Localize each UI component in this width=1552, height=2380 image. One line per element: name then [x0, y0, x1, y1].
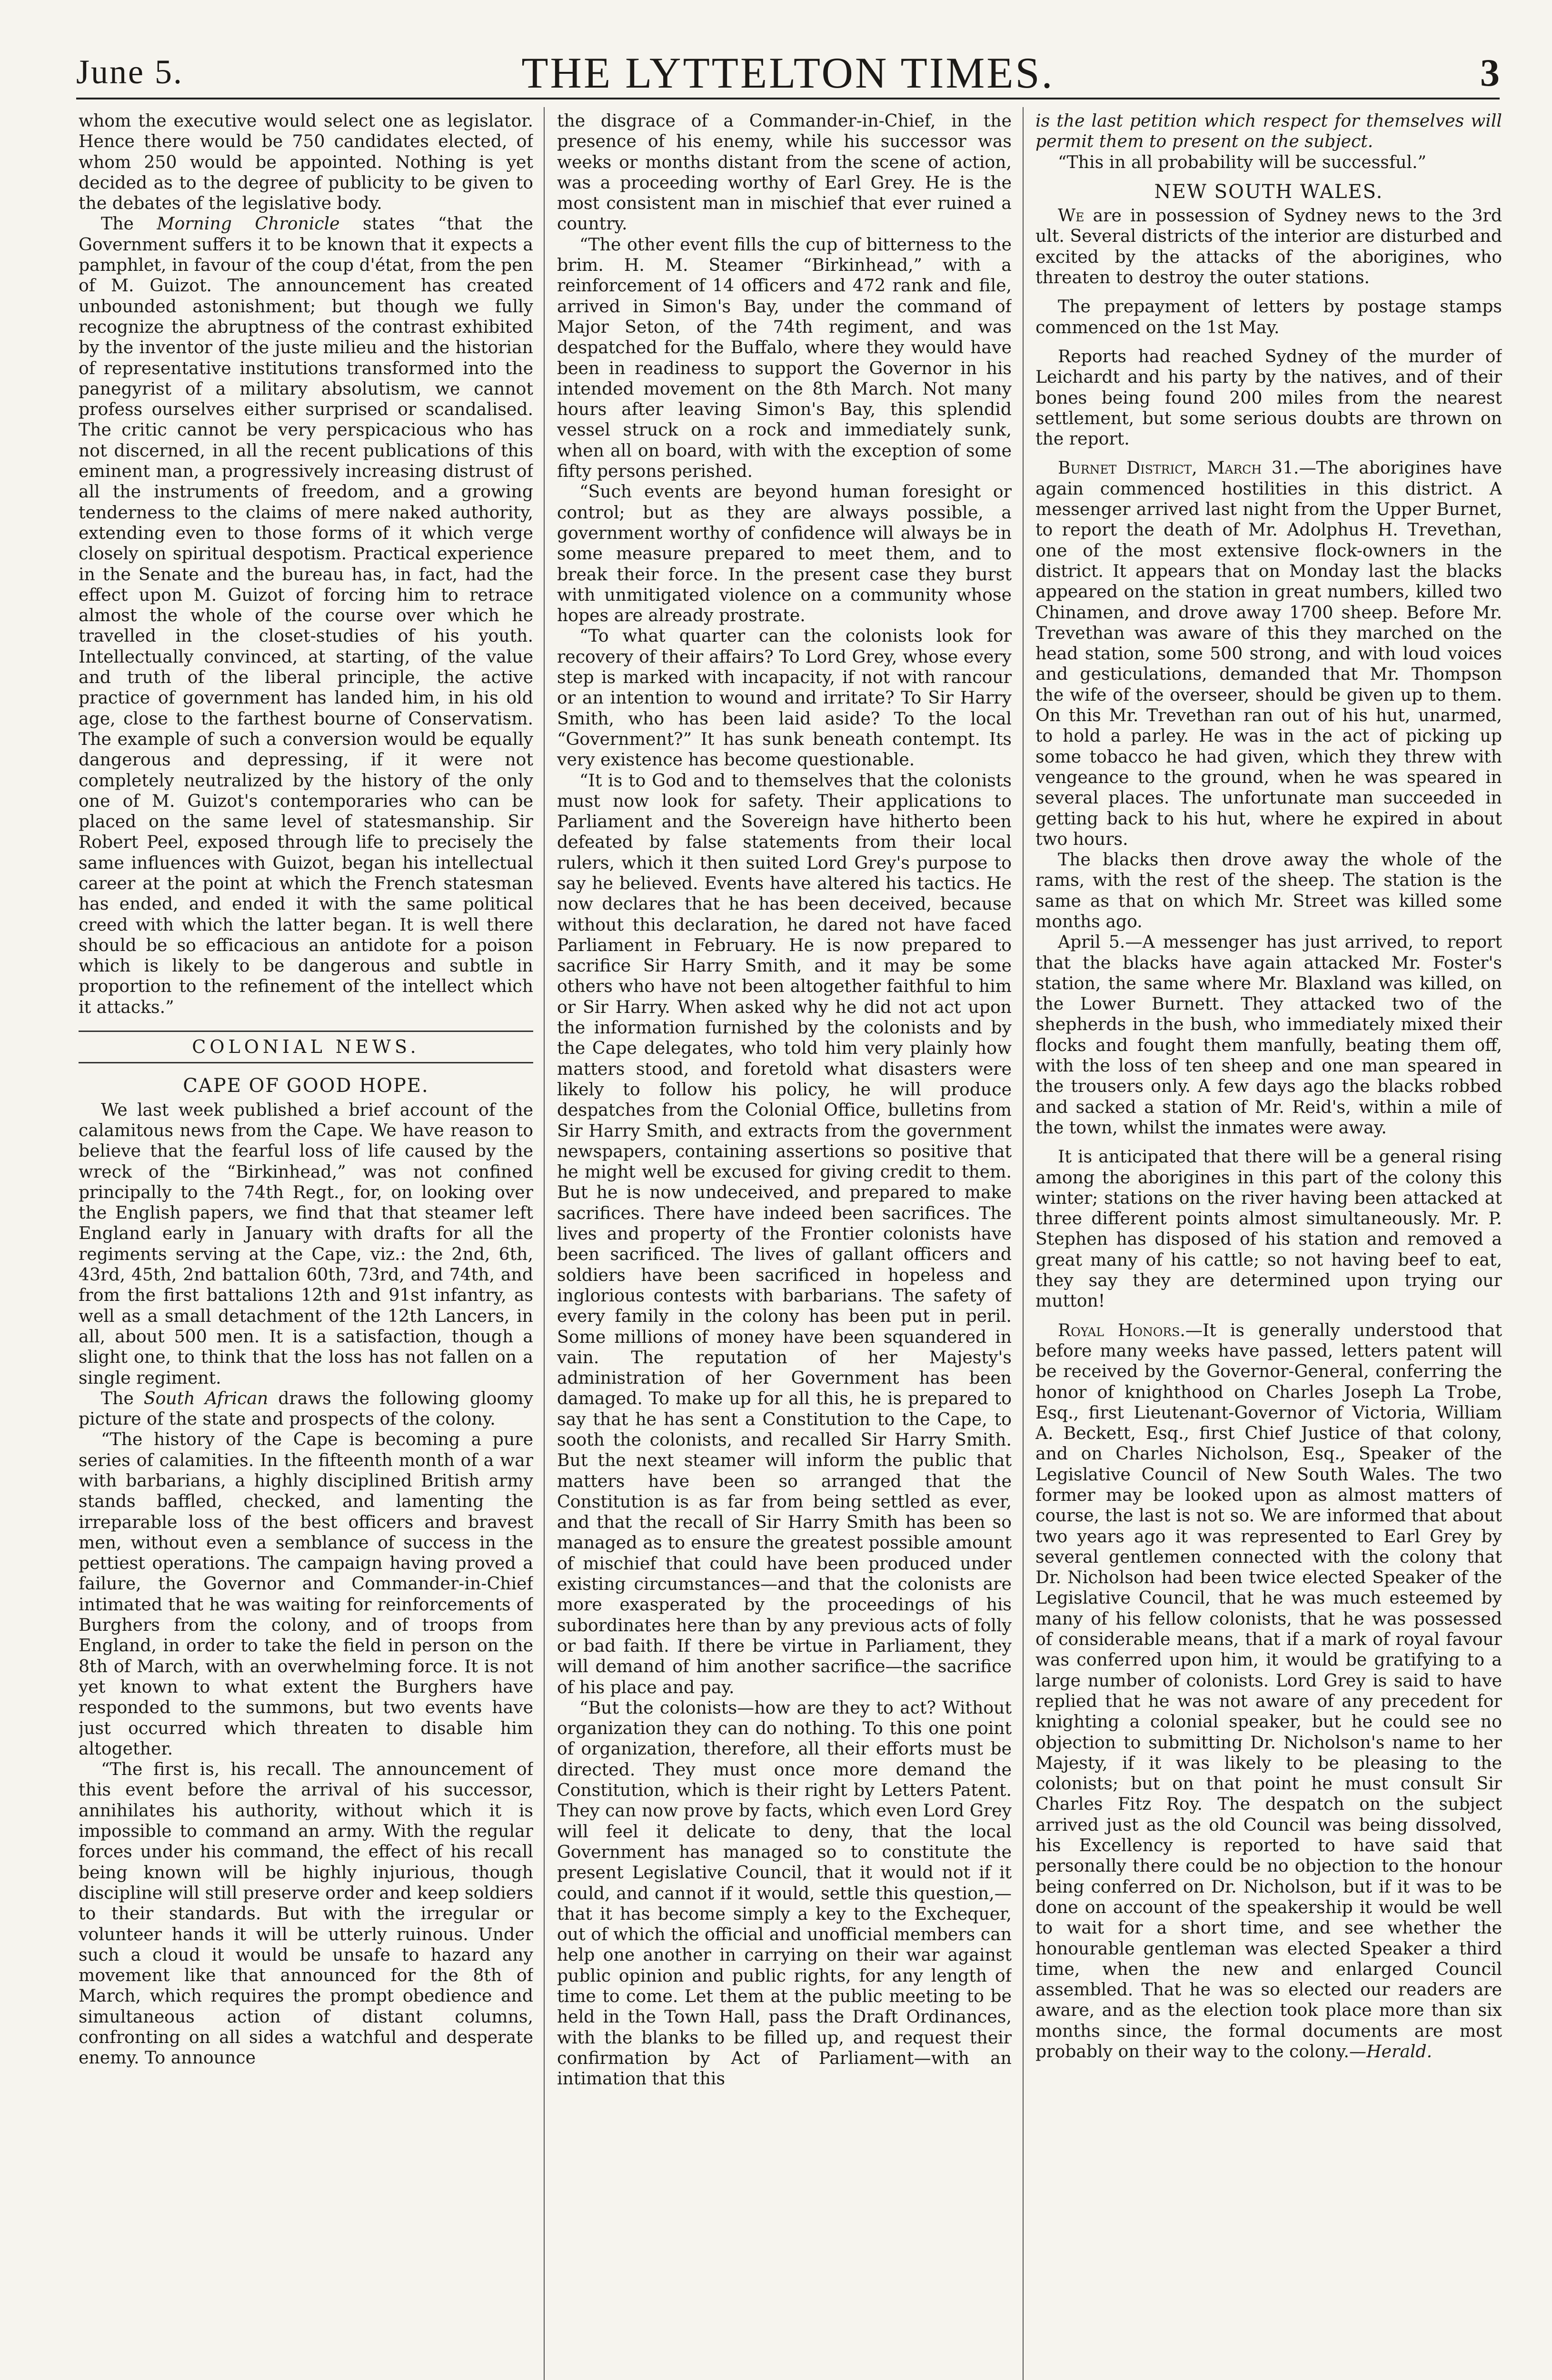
- paragraph: The prepayment of letters by postage stamps commenced on the 1st May.: [1035, 296, 1502, 337]
- page-number: 3: [1480, 51, 1500, 94]
- paragraph: the disgrace of a Commander-in-Chief, in the presence of his enemy, while his successor was weeks or months distant from the scene of action, was a proceeding worthy of Earl Grey. He is the most consistent man in mischief that ever ruined a country.: [557, 110, 1012, 234]
- paragraph: “This in all probability will be successful.”: [1058, 151, 1427, 172]
- column-rule-1: [544, 107, 545, 2380]
- paragraph: “To what quarter can the colonists look for recovery of their affairs? To Lord Grey, whose every step is marked with incapacity, if not with rancour or an intention to wound and irritate? To Sir Harry Smith, who has been laid aside? To the local “Government?” It has sunk beneath contempt. Its very existence has become questionable.: [557, 625, 1012, 770]
- paragraph: “It is to God and to themselves that the colonists must now look for safety. Their applications to Parliament and the Sovereign have hitherto been defeated by false statements from their local rulers, which it then suited Lord Grey's purpose to say he believed. Events have altered his tactics. He now declares that he has been deceived, because without this declaration, he dared not have faced Parliament in February. He is now prepared to sacrifice Sir Harry Smith, and it may be some others who have not been altogether faithful to him or Sir Harry. When asked why he did not act upon the information furnished by the colonists and by the Cape delegates, who told him very plainly how matters stood, and foretold what disasters were likely to follow his policy, he will produce despatches from the Colonial Office, bulletins from Sir Harry Smith, and extracts from the government newspapers, containing assertions so positive that he might well be excused for giving credit to them. But he is now undeceived, and prepared to make sacrifices. There have indeed been sacrifices. The lives and property of the Frontier colonists have been sacrificed. The lives of gallant officers and soldiers have been sacrificed in hopeless and inglorious contests with barbarians. The safety of every family in the colony has been put in peril. Some millions of money have been squandered in vain. The reputation of her Majesty's administration of her Government has been damaged. To make up for all this, he is prepared to say that he has sent a Constitution to the Cape, to sooth the colonists, and recalled Sir Harry Smith. But the next steamer will inform the public that matters have been so arranged that the Constitution is as far from being settled as ever, and that the recall of Sir Harry Smith has been so managed as to ensure the greatest possible amount of mischief that could have been produced under existing circumstances—and that the colonists are more exasperated by the proceedings of his subordinates here than by any previous acts of folly or bad faith. If there be virtue in Parliament, they will demand of him another sacrifice—the sacrifice of his place and pay.: [557, 770, 1012, 1697]
- paper-name: South African: [143, 1388, 269, 1408]
- column-2: [557, 110, 1012, 2380]
- paragraph: is the last petition which respect for themselves will permit them to present on the subject.: [1035, 110, 1502, 152]
- section-heading: COLONIAL NEWS.: [79, 1031, 533, 1063]
- issue-date: June 5.: [76, 53, 183, 91]
- masthead: [76, 43, 1500, 99]
- paragraph: “The other event fills the cup of bitterness to the brim. H. M. Steamer “Birkinhead,” with a reinforcement of 14 officers and 472 rank and file, arrived in Simon's Bay, under the command of Major Seton, of the 74th regiment, and was despatched for the Buffalo, where they would have been in readiness to support the Governor in his intended movement on the 8th March. Not many hours after leaving Simon's Bay, this splendid vessel struck on a rock and immediately sunk, when all on board, with with the exception of some fifty persons perished.: [557, 234, 1012, 482]
- paragraph: We last week published a brief account of the calamitous news from the Cape. We have reason to believe that the fearful loss of life caused by the wreck of the “Birkinhead,” was not confined principally to the 74th Regt., for, on looking over the English papers, we find that that steamer left England early in January with drafts for all the regiments serving at the Cape, viz.: the 2nd, 6th, 43rd, 45th, 2nd battalion 60th, 73rd, and 74th, and from the first battalions 12th and 91st infantry, as well as a small detachment of the 12th Lancers, in all, about 500 men. It is a satisfaction, though a slight one, to think that the loss has not fallen on a single regiment.: [79, 1099, 533, 1388]
- paragraph: “Such events are beyond human foresight or control; but as they are always possible, a government worthy of confidence will always be in some measure prepared to meet them, and to break their force. In the present case they burst with unmitigated violence on a community whose hopes are already prostrate.: [557, 481, 1012, 626]
- subheading: NEW SOUTH WALES.: [1154, 180, 1383, 203]
- paragraph: The blacks then drove away the whole of the rams, with the rest of the sheep. The station is the same as that on which Mr. Street was killed some months ago.: [1035, 849, 1502, 932]
- paragraph: “But the colonists—how are they to act? Without organization they can do nothing. To this one point of organization, therefore, all their efforts must be directed. They must once more demand the Constitution, which is their right by Letters Patent. They can now prove by facts, which even Lord Grey will feel it delicate to deny, that the local Government has managed so to constitute the present Legislative Council, that it would not if it could, and cannot if it would, settle this question,—that it has become simply a key to the Exchequer, out of which the official and unofficial members can help one another in carrying on their war against public opinion and public rights, for any length of time to come. Let them at the public meeting to be held in the Town Hall, pass the Draft Ordinances, with the blanks to be filled up, and request their confirmation by Act of Parliament—with an intimation that this: [557, 1697, 1012, 2089]
- column-3: [1035, 110, 1502, 2380]
- paragraph: We are in possession of Sydney news to the 3rd ult. Several districts of the interior are disturbed and excited by the attacks of the aborigines, who threaten to destroy the outer stations.: [1035, 205, 1502, 288]
- paragraph: Reports had reached Sydney of the murder of Leichardt and his party by the natives, and of their bones being found 200 miles from the nearest settlement, but some serious doubts are thrown on the report.: [1035, 346, 1502, 449]
- source-credit: —Herald.: [1349, 2041, 1433, 2062]
- newspaper-title: THE LYTTELTON TIMES.: [521, 49, 1055, 97]
- paragraph: whom the executive would select one as legislator. Hence there would be 750 candidates elected, of whom 250 would be appointed. Nothing is yet decided as to the degree of publicity to be given to the debates of the legislative body.: [79, 110, 533, 214]
- paper-name: Morning Chronicle: [157, 213, 340, 234]
- column-rule-2: [1023, 107, 1024, 2380]
- paragraph: Burnet District, March 31.—The aborigines have again commenced hostilities in this district. A messenger arrived last night from the Upper Burnet, to report the death of Mr. Adolphus H. Trevethan, one of the most extensive flock-owners in the district. It appears that on Monday last the blacks appeared on the station in great numbers, killed two Chinamen, and drove away 1700 sheep. Before Mr. Trevethan was aware of this they marched on the head station, some 500 strong, and with loud voices and gesticulations, demanded that Mr. Thompson the wife of the overseer, should be given up to them. On this Mr. Trevethan ran out of his hut, unarmed, to hold a parley. He was in the act of picking up some tobacco he had given, which they threw with vengeance to the ground, when he was speared in several places. The unfortunate man succeeded in getting back to his hut, where he expired in about two hours.: [1035, 457, 1502, 849]
- paragraph: The South African draws the following gloomy picture of the state and prospects of the colony.: [79, 1388, 533, 1429]
- paragraph: April 5.—A messenger has just arrived, to report that the blacks have again attacked Mr. Foster's station, the same where Mr. Blaxland was killed, on the Lower Burnett. They attacked two of the shepherds in the bush, who immediately mixed their flocks and fought them manfully, beating them off, with the loss of ten sheep and one man speared in the trousers only. A few days ago the blacks robbed and sacked a station of Mr. Reid's, within a mile of the town, whilst the inmates were away.: [1035, 932, 1502, 1138]
- column-1: [79, 110, 533, 2380]
- paragraph: Royal Honors.—It is generally understood that before many weeks have passed, letters patent will be received by the Governor-General, conferring the honor of knighthood on Charles Joseph La Trobe, Esq., first Lieutenant-Governor of Victoria, William A. Beckett, Esq., first Chief Justice of that colony, and on Charles Nicholson, Esq., Speaker of the Legislative Council of New South Wales. The two former may be looked upon as almost matters of course, the last is not so. We are informed that about two years ago it was represented to Earl Grey by several gentlemen connected with the colony that Dr. Nicholson had been twice elected Speaker of the Legislative Council, that he was much esteemed by many of his fellow colonists, that he was possessed of considerable means, that if a mark of royal favour was conferred upon him, it would be gratifying to a large number of colonists. Lord Grey is said to have replied that he was not aware of any precedent for knighting a colonial speaker, but he could see no objection to submitting Dr. Nicholson's name to her Majesty, if it was likely to be pleasing to the colonists; but on that point he must consult Sir Charles Fitz Roy. The despatch on the subject arrived just as the old Council was being dissolved, his Excellency is reported to have said that personally there could be no objection to the honour being conferred on Dr. Nicholson, but if it was to be done on account of the speakership it would be well to wait for a short time, and see whether the honourable gentleman was elected Speaker a third time, when the new and enlarged Council assembled. That he was so elected our readers are aware, and as the election took place more than six months since, the formal documents are most probably on their way to the colony.—Herald.: [1035, 1319, 1502, 2062]
- subheading: CAPE OF GOOD HOPE.: [183, 1075, 429, 1097]
- paragraph: “The first is, his recall. The announcement of this event before the arrival of his successor, annihilates his authority, without which it is impossible to command an army. With the regular forces under his command, the effect of his recall being known will be highly injurious, though discipline will still preserve order and keep soldiers to their standards. But with the irregular or volunteer hands it will be utterly ruinous. Under such a cloud it would be unsafe to hazard any movement like that announced for the 8th of March, which requires the prompt obedience and simultaneous action of distant columns, confronting on all sides a watchful and desperate enemy. To announce: [79, 1759, 533, 2068]
- paragraph: The Morning Chronicle states “that the Government suffers it to be known that it expects a pamphlet, in favour of the coup d'état, from the pen of M. Guizot. The announcement has created unbounded astonishment; but though we fully recognize the abruptness of the contrast exhibited by the inventor of the juste milieu and the historian of representative institutions transformed into the panegyrist of a military absolutism, we cannot profess ourselves either surprised or scandalised. The critic cannot be very perspicacious who has not discerned, in all the recent publications of this eminent man, a progressively increasing distrust of all the instruments of freedom, and a growing tenderness to the claims of mere naked authority, extending even to those forms of it which verge closely on spiritual despotism. Practical experience in the Senate and the bureau has, in fact, had the effect upon M. Guizot of forcing him to retrace almost the whole of the course over which he travelled in the closet-studies of his youth. Intellectually convinced, at starting, of the value and truth of the liberal principle, the active practice of government has landed him, in his old age, close to the farthest bourne of Conservatism. The example of such a conversion would be equally dangerous and depressing, if it were not completely neutralized by the history of the only one of M. Guizot's contemporaries who can be placed on the same level of statesmanship. Sir Robert Peel, exposed through life to precisely the same influences with Guizot, began his intellectual career at the point at which the French statesman has ended, and ended it with the same political creed with which the latter began. It is well there should be so efficacious an antidote for a poison which is likely to be dangerous and subtle in proportion to the refinement of the intellect which it attacks.”: [79, 213, 533, 1017]
- paragraph: It is anticipated that there will be a general rising among the aborigines in this part of the colony this winter; stations on the river having been attacked at three different points almost simultaneously. Mr. P. Stephen has disposed of his station and removed a great many of his cattle; so not having beef to eat, they say they are determined upon trying our mutton!: [1035, 1146, 1502, 1311]
- paragraph: “The history of the Cape is becoming a pure series of calamities. In the fifteenth month of a war with barbarians, a highly disciplined British army stands baffled, checked, and lamenting the irreparable loss of the best officers and bravest men, without even a semblance of success in the pettiest operations. The campaign having proved a failure, the Governor and Commander-in-Chief intimated that he was waiting for reinforcements of Burghers from the colony, and of troops from England, in order to take the field in person on the 8th of March, with an overwhelming force. It is not yet known to what extent the Burghers have responded to the summons, but two events have just occurred which threaten to disable him altogether.: [79, 1429, 533, 1759]
